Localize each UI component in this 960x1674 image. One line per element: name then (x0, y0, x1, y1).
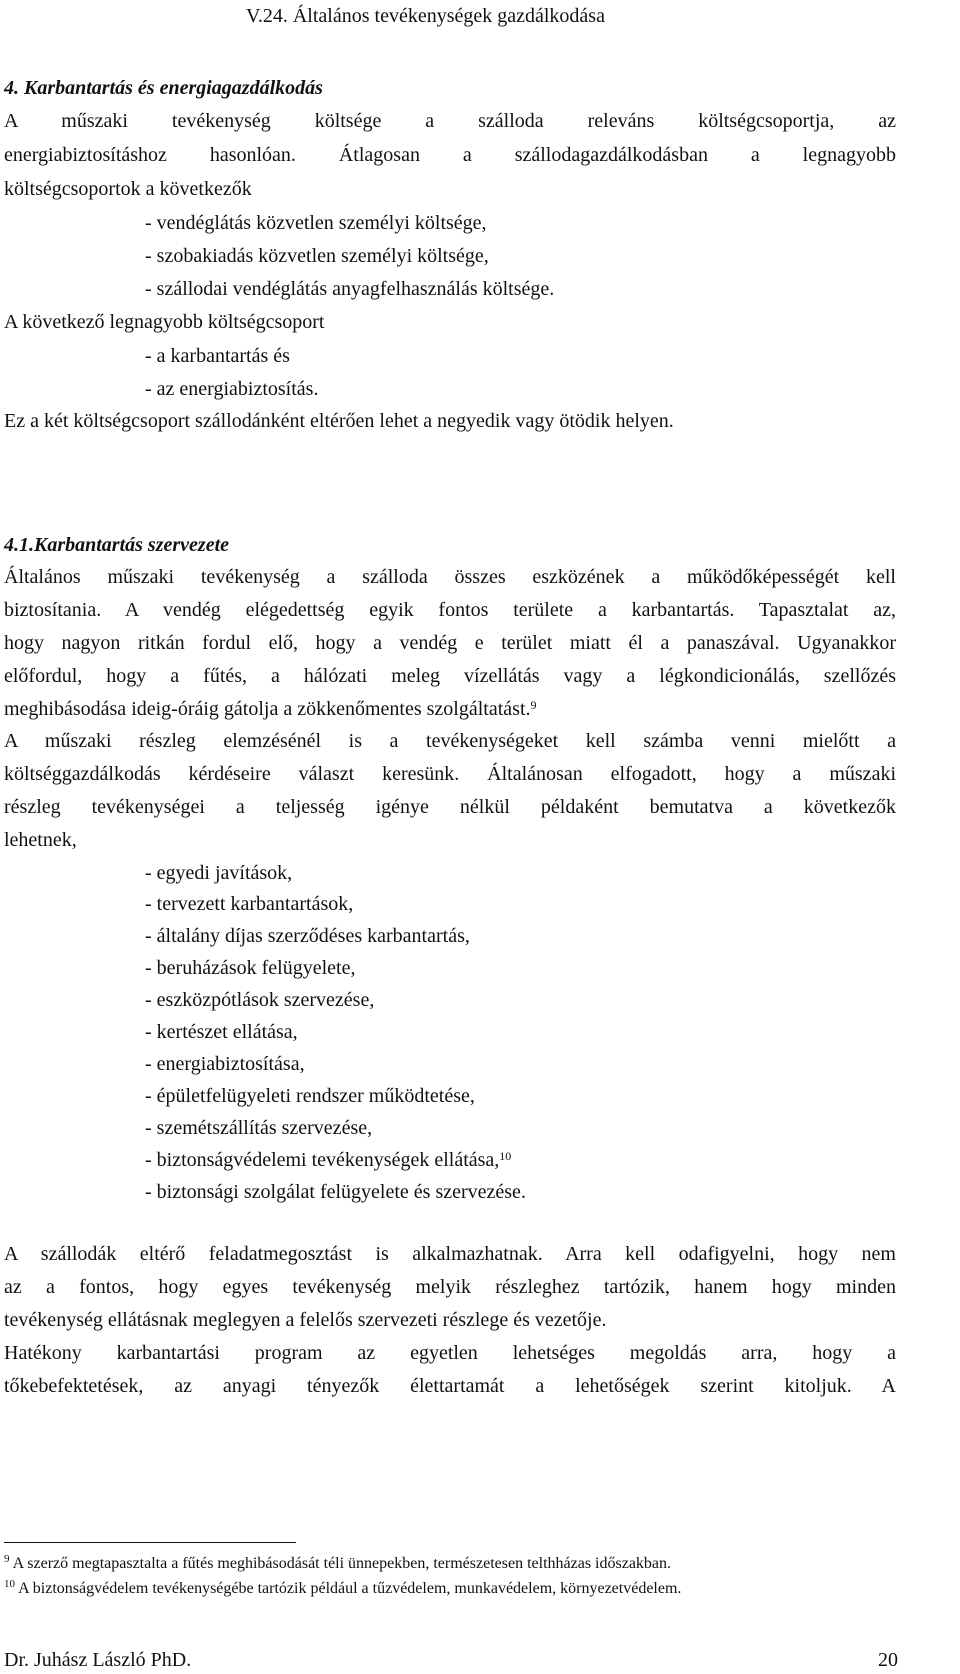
footnote-ref[interactable]: 9 (530, 698, 537, 712)
section-heading: 4. Karbantartás és energiagazdálkodás (4, 77, 323, 99)
page-number: 20 (878, 1649, 898, 1671)
footnote-number: 9 (4, 1553, 10, 1565)
footer-author: Dr. Juhász László PhD. (4, 1649, 192, 1671)
list-item: - általány díjas szerződéses karbantartás, (145, 925, 470, 947)
footnote-text: A szerző megtapasztalta a fűtés meghibásodását téli ünnepekben, természetesen telthházas időszakban. (12, 1555, 672, 1572)
list-item-text: - biztonságvédelemi tevékenységek ellátása, (145, 1149, 500, 1171)
paragraph-line: A szállodák eltérő feladatmegosztást is alkalmazhatnak. Arra kell odafigyelni, hogy nem (4, 1243, 896, 1265)
list-item: - a karbantartás és (145, 345, 290, 367)
running-header: V.24. Általános tevékenységek gazdálkodása (246, 5, 605, 27)
list-item: - épületfelügyeleti rendszer működtetése, (145, 1085, 475, 1107)
paragraph-line: A műszaki részleg elemzésénél is a tevékenységeket kell számba venni mielőtt a (4, 730, 896, 752)
footnote (4, 1579, 681, 1599)
footnote-ref[interactable]: 10 (499, 1149, 512, 1163)
list-item: - eszközpótlások szervezése, (145, 989, 375, 1011)
paragraph-line: energiabiztosításhoz hasonlóan. Átlagosan a szállodagazdálkodásban a legnagyobb (4, 144, 896, 166)
paragraph-line: az a fontos, hogy egyes tevékenység melyik részleghez tartózik, hanem hogy minden (4, 1276, 896, 1298)
paragraph-line: lehetnek, (4, 829, 77, 851)
paragraph-line: részleg tevékenységei a teljesség igénye nélkül példaként bemutatva a következők (4, 796, 896, 818)
list-item: - egyedi javítások, (145, 862, 293, 884)
paragraph-line: Hatékony karbantartási program az egyetlen lehetséges megoldás arra, hogy a (4, 1342, 896, 1364)
list-item (145, 1148, 511, 1172)
list-item: - szobakiadás közvetlen személyi költsége, (145, 245, 489, 267)
list-item: - az energiabiztosítás. (145, 378, 319, 400)
list-item: - energiabiztosítása, (145, 1053, 305, 1075)
paragraph-line: Ez a két költségcsoport szállodánként eltérően lehet a negyedik vagy ötödik helyen. (4, 410, 674, 432)
footnote-separator (4, 1542, 296, 1543)
list-item: - vendéglátás közvetlen személyi költsége, (145, 212, 487, 234)
list-item: - szállodai vendéglátás anyagfelhasználás költsége. (145, 278, 555, 300)
paragraph-line: költségcsoportok a következők (4, 178, 252, 200)
list-item: - tervezett karbantartások, (145, 893, 354, 915)
subsection-heading: 4.1.Karbantartás szervezete (4, 534, 229, 556)
paragraph-line: A műszaki tevékenység költsége a szálloda releváns költségcsoportja, az (4, 110, 896, 132)
footnote-text: A biztonságvédelem tevékenységébe tartózik például a tűzvédelem, munkavédelem, környezetvédelem. (18, 1580, 682, 1597)
paragraph-line: Általános műszaki tevékenység a szálloda összes eszközének a működőképességét kell (4, 566, 896, 588)
paragraph-line: költséggazdálkodás kérdéseire választ keresünk. Általánosan elfogadott, hogy a műszaki (4, 763, 896, 785)
footnote-number: 10 (4, 1578, 15, 1590)
list-item: - biztonsági szolgálat felügyelete és szervezése. (145, 1181, 526, 1203)
paragraph-line: biztosítania. A vendég elégedettség egyik fontos területe a karbantartás. Tapasztalat az, (4, 599, 896, 621)
footnote (4, 1554, 671, 1574)
paragraph-line: A következő legnagyobb költségcsoport (4, 311, 325, 333)
paragraph-line: hogy nagyon ritkán fordul elő, hogy a vendég e terület miatt él a panaszával. Ugyanakkor (4, 632, 896, 654)
list-item: - beruházások felügyelete, (145, 957, 356, 979)
paragraph-line (4, 697, 537, 721)
list-item: - kertészet ellátása, (145, 1021, 298, 1043)
paragraph-line: előfordul, hogy a fűtés, a hálózati meleg vízellátás vagy a légkondicionálás, szellőzés (4, 665, 896, 687)
paragraph-line: tőkebefektetések, az anyagi tényezők élettartamát a lehetőségek szerint kitoljuk. A (4, 1375, 896, 1397)
list-item: - szemétszállítás szervezése, (145, 1117, 373, 1139)
paragraph-text: meghibásodása ideig-óráig gátolja a zökkenőmentes szolgáltatást. (4, 698, 531, 720)
paragraph-line: tevékenység ellátásnak meglegyen a felelős szervezeti részlege és vezetője. (4, 1309, 607, 1331)
